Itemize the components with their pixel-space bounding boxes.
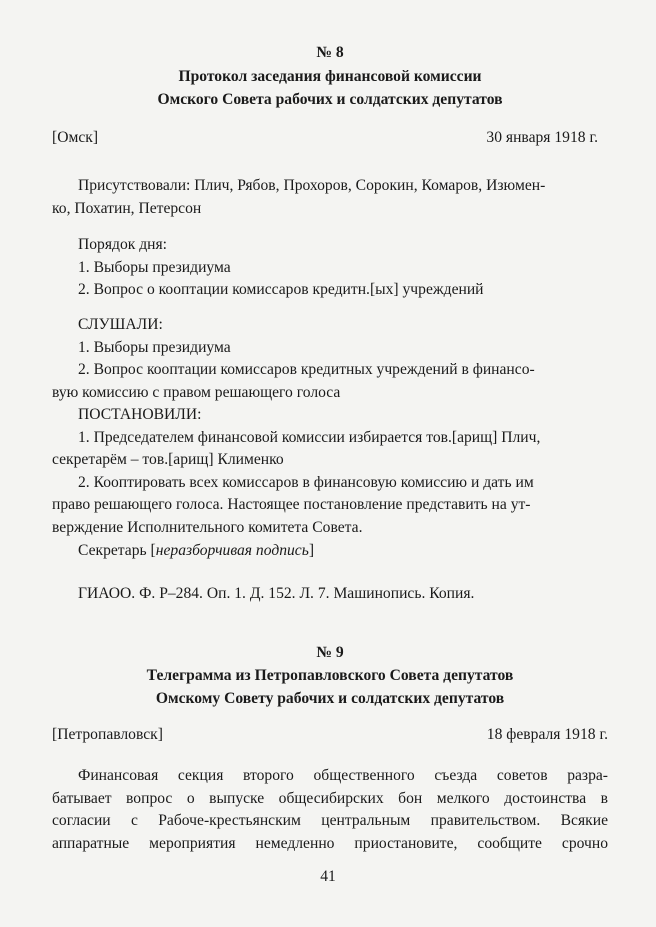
doc8-secretary-suffix: ] (308, 542, 315, 559)
doc9-body-line3: согласии с Рабоче-крестьянским центральным правительством. Всякие (52, 812, 608, 829)
doc8-secretary-prefix: Секретарь [ (78, 542, 156, 559)
doc8-title-line1: Протокол заседания финансовой комиссии (178, 68, 482, 85)
doc8-present-line2: ко, Похатин, Петерсон (52, 199, 202, 217)
doc8-secretary-note: неразборчивая подпись (155, 542, 309, 559)
doc8-title-line2: Омского Совета рабочих и солдатских депутатов (157, 91, 503, 108)
doc8-resolved-item-1-line1: 1. Председателем финансовой комиссии избирается тов.[арищ] Плич, (78, 428, 541, 446)
doc9-body-line4: аппаратные мероприятия немедленно приостановите, сообщите срочно (52, 834, 608, 852)
doc8-resolved-item-2-line3: верждение Исполнительного комитета Совета. (52, 518, 363, 536)
doc8-heard-item-2-line2: вую комиссию с правом решающего голоса (52, 383, 341, 401)
doc9-body (52, 765, 608, 855)
doc8-agenda-heading: Порядок дня: (78, 236, 168, 253)
doc8-agenda-item-2: 2. Вопрос о кооптации комиссаров кредитн.[ых] учреждений (78, 281, 484, 298)
doc9-place: [Петропавловск] (52, 726, 163, 743)
doc8-resolved-item-2-line1: 2. Кооптировать всех комиссаров в финансовую комиссию и дать им (78, 473, 534, 491)
doc9-body-line1: Финансовая секция второго общественного съезда советов разра- (78, 767, 608, 784)
doc9-title-line2: Омскому Совету рабочих и солдатских депутатов (155, 690, 505, 707)
doc8-source-text: ГИАОО. Ф. Р–284. Оп. 1. Д. 152. Л. 7. Машинопись. Копия. (78, 585, 475, 602)
doc9-body-line2: батывает вопрос о выпуске общесибирских бон мелкого достоинства в (52, 789, 608, 807)
doc8-heard-item-1: 1. Выборы президиума (78, 338, 231, 356)
doc8-date: 30 января 1918 г. (486, 129, 598, 146)
page-number: 41 (320, 868, 336, 885)
doc8-place-date (52, 129, 608, 147)
doc9-date: 18 февраля 1918 г. (486, 726, 608, 743)
doc9-title-line1: Телеграмма из Петропавловского Совета депутатов (146, 667, 514, 684)
doc8-agenda-item-1: 1. Выборы президиума (78, 258, 231, 276)
doc8-heard-heading: СЛУШАЛИ: (78, 316, 163, 333)
doc8-agenda (52, 234, 608, 302)
doc8-resolved-item-2-line2: право решающего голоса. Настоящее постановление представить на ут- (52, 496, 531, 513)
doc8-resolved-heading: ПОСТАНОВИЛИ: (78, 406, 202, 423)
doc8-present-line1: Присутствовали: Плич, Рябов, Прохоров, Сорокин, Комаров, Изюмен- (78, 177, 546, 194)
doc8-number: № 8 (316, 44, 344, 61)
doc8-source (52, 583, 608, 606)
doc8-place: [Омск] (52, 129, 99, 146)
doc8-present (52, 175, 608, 220)
doc8-heard (52, 314, 608, 539)
doc9-place-date (52, 726, 608, 744)
doc8-secretary (52, 540, 608, 563)
doc8-resolved-item-1-line2: секретарём – тов.[арищ] Клименко (52, 451, 284, 468)
doc9-number: № 9 (316, 644, 344, 661)
doc8-heard-item-2-line1: 2. Вопрос кооптации комиссаров кредитных учреждений в финансо- (78, 361, 535, 378)
